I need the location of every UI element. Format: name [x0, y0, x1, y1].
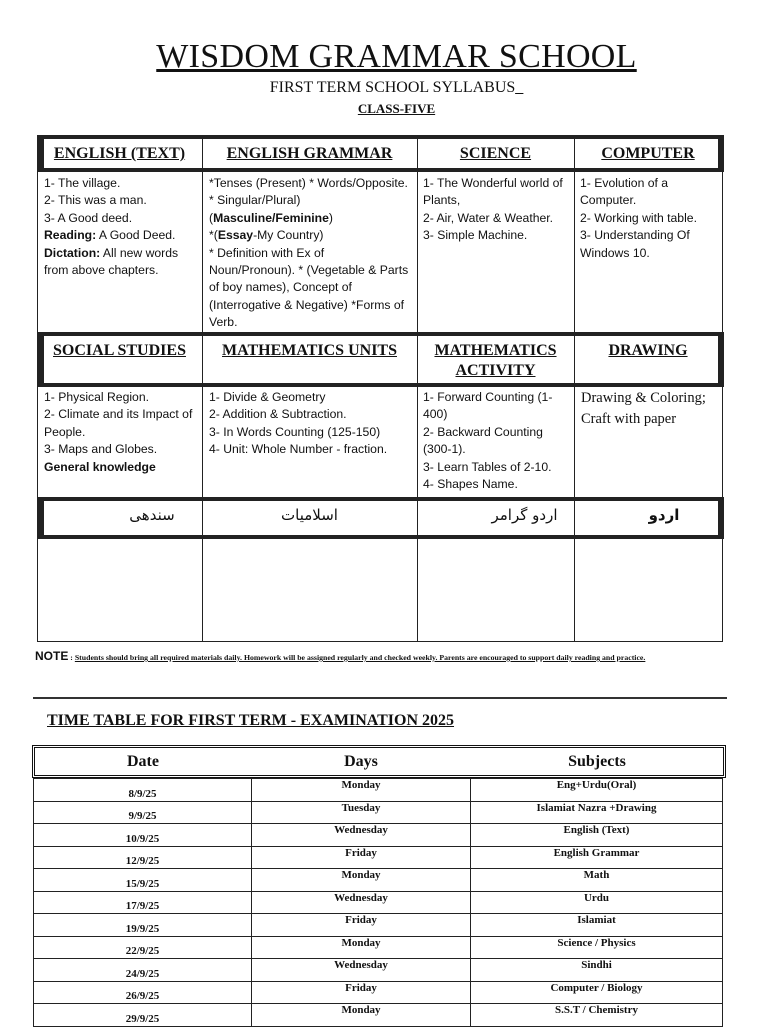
- table-row: [34, 824, 723, 847]
- head-urdu: اردو: [648, 506, 680, 524]
- grid-divider-2: [417, 135, 418, 642]
- syllabus-subtitle-text: FIRST TERM SCHOOL SYLLABUS: [269, 79, 516, 96]
- subject-cell: Islamiat Nazra +Drawing: [471, 801, 723, 824]
- computer-line-2: 2- Working with table.: [580, 210, 697, 225]
- date-cell: 24/9/25: [34, 959, 252, 982]
- timetable-header: [32, 745, 726, 778]
- date-cell: 26/9/25: [34, 981, 252, 1004]
- day-cell: Monday: [252, 869, 471, 892]
- timetable-rows: [33, 778, 723, 1027]
- math-activity-line-3: 3- Learn Tables of 2-10.: [423, 459, 552, 474]
- table-row: [34, 891, 723, 914]
- social-line-4: [44, 459, 196, 476]
- day-cell: Monday: [252, 936, 471, 959]
- grammar-p1-bold: Masculine/Feminine: [213, 210, 329, 225]
- head-computer: COMPUTER: [601, 145, 695, 162]
- science-line-2: 2- Air, Water & Weather.: [423, 210, 554, 225]
- math-units-line-1: 1- Divide & Geometry: [209, 390, 326, 404]
- section-separator: [33, 697, 727, 699]
- subject-cell: Urdu: [471, 891, 723, 914]
- grid-border-left: [37, 135, 38, 642]
- table-row: [34, 959, 723, 982]
- cell-computer: [580, 175, 716, 262]
- english-text-reading: [44, 227, 196, 244]
- date-cell: 15/9/25: [34, 869, 252, 892]
- note-text: Students should bring all required materials daily. Homework will be assigned regularly and checked weekly. Parents are encouraged to support daily reading and practice.: [74, 653, 646, 662]
- grid-divider-3: [574, 135, 575, 642]
- head-english-grammar: ENGLISH GRAMMAR: [226, 145, 393, 162]
- cell-social-studies: [44, 389, 196, 476]
- date-cell: 12/9/25: [34, 846, 252, 869]
- day-cell: Wednesday: [252, 824, 471, 847]
- dictation-text: All new words from above chapters.: [44, 245, 179, 278]
- day-cell: Tuesday: [252, 801, 471, 824]
- table-row: [34, 846, 723, 869]
- syllabus-subtitle: [0, 79, 768, 97]
- grid-top-bar: [37, 135, 723, 139]
- reading-label: Reading:: [44, 228, 97, 243]
- day-cell: Monday: [252, 1004, 471, 1027]
- date-cell: 22/9/25: [34, 936, 252, 959]
- timetable: [32, 745, 726, 1027]
- math-activity-line-1: 1- Forward Counting (1-400): [423, 390, 553, 422]
- head-math-units: MATHEMATICS UNITS: [222, 342, 397, 359]
- grammar-para-3: * Definition with Ex of Noun/Pronoun). * (Vegetable & Parts of boy names), Concept of (Interrogative & Negative) *Forms of Verb.: [209, 245, 409, 330]
- grammar-p2-end: -My Country): [253, 228, 324, 243]
- timetable-title: TIME TABLE FOR FIRST TERM - EXAMINATION 2025: [47, 712, 455, 729]
- cell-english-text: [44, 175, 196, 279]
- computer-line-1: 1- Evolution of a Computer.: [580, 176, 669, 208]
- urdu-bottom-bar: [37, 535, 723, 539]
- note-label: NOTE: [35, 649, 69, 663]
- urdu-top-bar: [37, 497, 723, 501]
- syllabus-subtitle-trail: _: [515, 79, 524, 96]
- class-label: CLASS-FIVE: [357, 101, 436, 116]
- row1-head-bar: [37, 168, 723, 172]
- note-block: [35, 648, 675, 666]
- table-row: [34, 801, 723, 824]
- cell-drawing: [581, 388, 719, 430]
- timetable-header-days: Days: [344, 753, 378, 770]
- english-text-line-2: 2- This was a man.: [44, 193, 147, 208]
- english-text-line-3: 3- A Good deed.: [44, 210, 133, 225]
- day-cell: Friday: [252, 846, 471, 869]
- head-drawing: DRAWING: [608, 342, 688, 359]
- english-text-line-1: 1- The village.: [44, 176, 121, 190]
- cell-math-activity: [423, 389, 571, 493]
- subject-cell: Sindhi: [471, 959, 723, 982]
- social-line-3: 3- Maps and Globes.: [44, 442, 158, 457]
- grid-border-right: [722, 135, 723, 642]
- row2-top-bar: [37, 332, 723, 336]
- subject-cell: Math: [471, 869, 723, 892]
- date-cell: 17/9/25: [34, 891, 252, 914]
- social-line-2: 2- Climate and its Impact of People.: [44, 407, 193, 439]
- row2-head-bar: [37, 383, 723, 387]
- day-cell: Friday: [252, 981, 471, 1004]
- head-urdu-grammar: اردو گرامر: [491, 506, 558, 524]
- date-cell: 29/9/25: [34, 1004, 252, 1027]
- head-science: SCIENCE: [459, 145, 532, 162]
- date-cell: 19/9/25: [34, 914, 252, 937]
- computer-line-3: 3- Understanding Of Windows 10.: [580, 228, 690, 260]
- math-units-line-4: 4- Unit: Whole Number - fraction.: [209, 442, 388, 457]
- syllabus-grid: [37, 135, 723, 642]
- grammar-p1-end: ): [328, 210, 333, 225]
- math-units-line-2: 2- Addition & Subtraction.: [209, 407, 347, 422]
- grammar-p2-start: *(: [209, 228, 218, 243]
- grammar-para-2: [209, 227, 413, 244]
- date-cell: 10/9/25: [34, 824, 252, 847]
- table-row: [34, 914, 723, 937]
- cell-science: [423, 175, 571, 245]
- school-title: WISDOM GRAMMAR SCHOOL: [156, 38, 637, 75]
- subject-cell: Computer / Biology: [471, 981, 723, 1004]
- day-cell: Wednesday: [252, 959, 471, 982]
- day-cell: Friday: [252, 914, 471, 937]
- note-colon: :: [68, 653, 75, 662]
- grid-bottom-line: [37, 641, 723, 642]
- head-social-studies: SOCIAL STUDIES: [53, 342, 186, 359]
- table-row: [34, 1004, 723, 1027]
- social-gk-label: General knowledge: [44, 459, 156, 474]
- head-sindhi: سندھی: [129, 506, 175, 524]
- english-text-dictation: [44, 245, 196, 280]
- subject-cell: Islamiat: [471, 914, 723, 937]
- table-row: [34, 936, 723, 959]
- cell-math-units: [209, 389, 413, 459]
- grammar-p1-text: *Tenses (Present) * Words/Opposite. * Singular/Plural) (: [209, 176, 408, 225]
- social-line-1: 1- Physical Region.: [44, 390, 149, 404]
- math-activity-line-2: 2- Backward Counting (300-1).: [423, 424, 543, 457]
- subject-cell: Eng+Urdu(Oral): [471, 779, 723, 802]
- head-english-text: ENGLISH (TEXT): [53, 145, 186, 162]
- science-line-3: 3- Simple Machine.: [423, 228, 528, 243]
- head-math-activity: MATHEMATICS ACTIVITY: [434, 342, 557, 379]
- table-row: [34, 779, 723, 802]
- subject-cell: Science / Physics: [471, 936, 723, 959]
- math-units-line-3: 3- In Words Counting (125-150): [209, 424, 381, 439]
- grid-divider-1: [202, 135, 203, 642]
- drawing-line-1: Drawing & Coloring; Craft with paper: [581, 390, 706, 427]
- day-cell: Monday: [252, 779, 471, 802]
- math-activity-line-4: 4- Shapes Name.: [423, 477, 518, 492]
- dictation-label: Dictation:: [44, 245, 101, 260]
- cell-english-grammar: [209, 175, 413, 332]
- subject-cell: English Grammar: [471, 846, 723, 869]
- date-cell: 8/9/25: [34, 779, 252, 802]
- head-islamiat: اسلامیات: [281, 506, 338, 524]
- science-line-1: 1- The Wonderful world of Plants,: [423, 176, 563, 208]
- grammar-para-1: [209, 175, 413, 227]
- table-row: [34, 869, 723, 892]
- timetable-header-subjects: Subjects: [568, 753, 626, 770]
- table-row: [34, 981, 723, 1004]
- timetable-header-date: Date: [127, 753, 159, 770]
- grammar-p2-bold: Essay: [217, 228, 254, 243]
- reading-text: A Good Deed.: [96, 228, 176, 243]
- subject-cell: S.S.T / Chemistry: [471, 1004, 723, 1027]
- day-cell: Wednesday: [252, 891, 471, 914]
- subject-cell: English (Text): [471, 824, 723, 847]
- date-cell: 9/9/25: [34, 801, 252, 824]
